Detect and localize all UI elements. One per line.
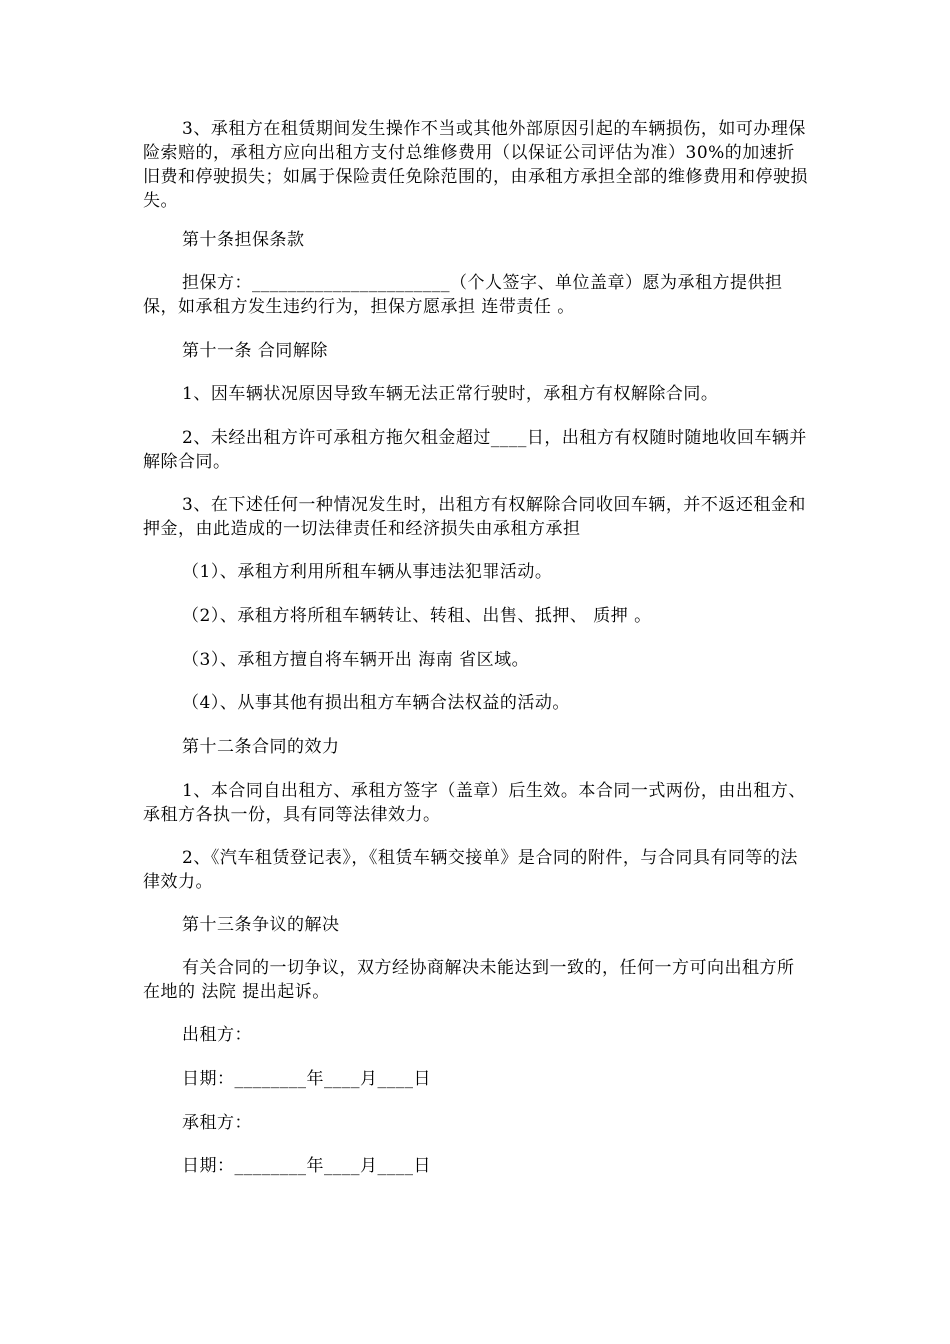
clause-11-item-1: 1、因车辆状况原因导致车辆无法正常行驶时，承租方有权解除合同。 (182, 384, 719, 404)
clause-12-heading: 第十二条合同的效力 (182, 737, 340, 757)
clause-13-heading: 第十三条争议的解决 (182, 915, 340, 935)
clause-9-item-3: 3、承租方在租赁期间发生操作不当或其他外部原因引起的车辆损伤，如可办理保险索赔的，承租方应向出租方支付总维修费用（以保证公司评估为准）30%的加速折旧费和停驶损失；如属于保险责任免除范围的，由承租方承担全部的维修费用和停驶损失。 (143, 119, 808, 211)
lessee-date-line: 日期：________年____月____日 (182, 1156, 431, 1176)
lessor-signature-label: 出租方： (182, 1025, 252, 1045)
lessee-signature-label: 承租方： (182, 1113, 252, 1133)
clause-11-heading: 第十一条 合同解除 (182, 341, 328, 361)
clause-13-body: 有关合同的一切争议，双方经协商解决未能达到一致的，任何一方可向出租方所在地的 法院 提出起诉。 (143, 958, 795, 1002)
termination-case-3: （3）、承租方擅自将车辆开出 海南 省区域。 (182, 650, 530, 670)
clause-11-item-2: 2、未经出租方许可承租方拖欠租金超过____日，出租方有权随时随地收回车辆并解除合同。 (143, 428, 807, 472)
termination-case-2: （2）、承租方将所租车辆转让、转租、出售、抵押、 质押 。 (182, 606, 652, 626)
termination-case-4: （4）、从事其他有损出租方车辆合法权益的活动。 (182, 693, 570, 713)
guarantor-paragraph: 担保方：______________________（个人签字、单位盖章）愿为承租方提供担保，如承租方发生违约行为，担保方愿承担 连带责任 。 (143, 273, 783, 317)
clause-10-heading: 第十条担保条款 (182, 230, 305, 250)
clause-12-item-2: 2、《汽车租赁登记表》，《租赁车辆交接单》是合同的附件，与合同具有同等的法律效力。 (143, 848, 798, 892)
clause-12-item-1: 1、本合同自出租方、承租方签字（盖章）后生效。本合同一式两份，由出租方、承租方各执一份，具有同等法律效力。 (143, 781, 806, 825)
lessor-date-line: 日期：________年____月____日 (182, 1069, 431, 1089)
clause-11-item-3: 3、在下述任何一种情况发生时，出租方有权解除合同收回车辆，并不返还租金和押金，由此造成的一切法律责任和经济损失由承租方承担 (143, 495, 806, 539)
termination-case-1: （1）、承租方利用所租车辆从事违法犯罪活动。 (182, 562, 553, 582)
